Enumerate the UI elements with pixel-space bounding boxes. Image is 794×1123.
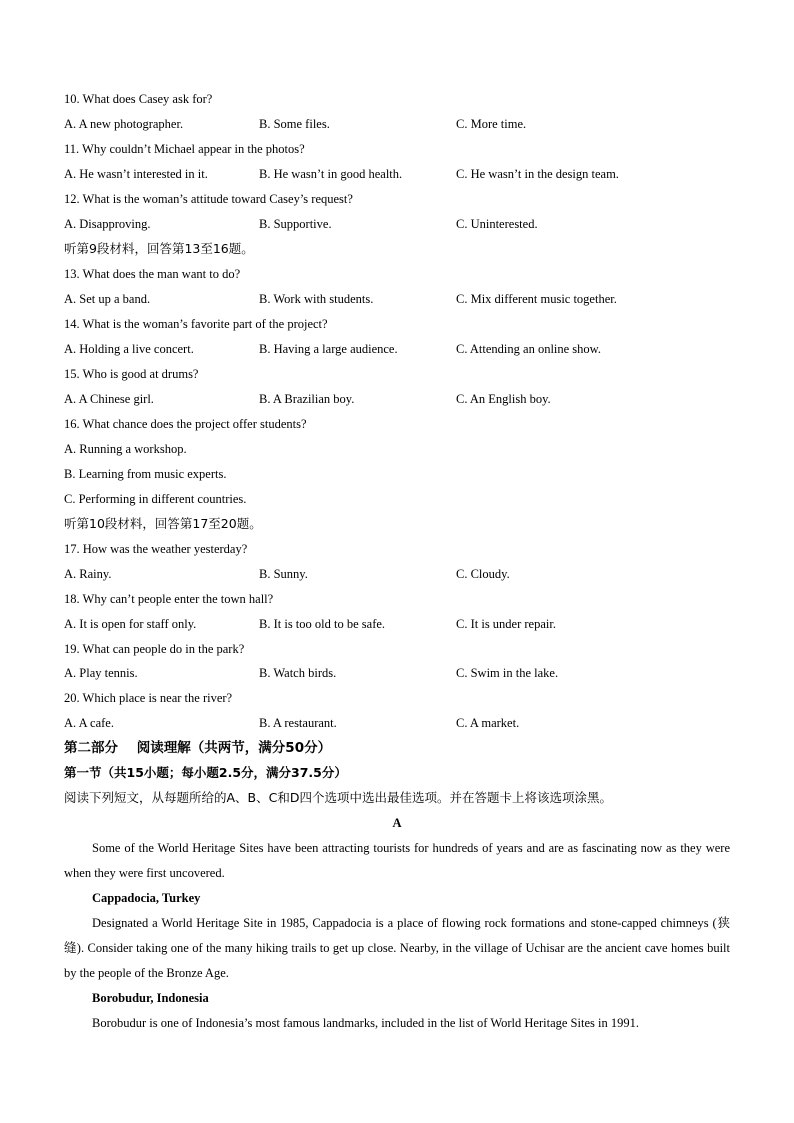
option-b: B. It is too old to be safe. bbox=[259, 617, 386, 631]
option-16-b: B. Learning from music experts. bbox=[64, 467, 227, 481]
question-15: 15. Who is good at drums? bbox=[64, 367, 199, 381]
options-11 bbox=[64, 163, 734, 185]
question-20: 20. Which place is near the river? bbox=[64, 691, 233, 705]
option-a: A. Play tennis. bbox=[64, 666, 138, 680]
question-10: 10. What does Casey ask for? bbox=[64, 92, 213, 106]
options-13 bbox=[64, 288, 734, 310]
question-13: 13. What does the man want to do? bbox=[64, 267, 241, 281]
option-c: C. It is under repair. bbox=[456, 617, 556, 631]
option-c: C. Swim in the lake. bbox=[456, 666, 559, 680]
option-b: B. He wasn’t in good health. bbox=[259, 167, 403, 181]
option-16-c: C. Performing in different countries. bbox=[64, 492, 247, 506]
option-b: B. Work with students. bbox=[259, 292, 374, 306]
option-b: B. A Brazilian boy. bbox=[259, 392, 355, 406]
option-b: B. Some files. bbox=[259, 117, 330, 131]
part-2-title: 第二部分 阅读理解（共两节，满分50分） bbox=[64, 740, 332, 756]
question-16: 16. What chance does the project offer students? bbox=[64, 417, 307, 431]
question-14: 14. What is the woman’s favorite part of the project? bbox=[64, 317, 328, 331]
option-c: C. Attending an online show. bbox=[456, 342, 602, 356]
option-c: C. More time. bbox=[456, 117, 527, 131]
option-c: C. A market. bbox=[456, 716, 520, 730]
option-16-a: A. Running a workshop. bbox=[64, 442, 187, 456]
option-a: A. Rainy. bbox=[64, 567, 112, 581]
site-1-text: Designated a World Heritage Site in 1985, Cappadocia is a place of flowing rock formations and stone-capped chimneys (狭缝). Consider taking one of the many hiking trails to get up close. Nearby, in the village of Uchisar are the ancient cave homes built by the people of the Bronze Age. bbox=[64, 916, 730, 980]
option-c: C. He wasn’t in the design team. bbox=[456, 167, 619, 181]
part-2-instruction: 阅读下列短文，从每题所给的A、B、C和D四个选项中选出最佳选项。并在答题卡上将该选项涂黑。 bbox=[64, 790, 612, 805]
question-19: 19. What can people do in the park? bbox=[64, 642, 245, 656]
question-18: 18. Why can’t people enter the town hall? bbox=[64, 592, 274, 606]
option-a: A. Disapproving. bbox=[64, 217, 151, 231]
option-a: A. A Chinese girl. bbox=[64, 392, 154, 406]
options-12 bbox=[64, 213, 734, 235]
passage-intro: Some of the World Heritage Sites have been attracting tourists for hundreds of years and are as fascinating now as they were when they were first uncovered. bbox=[64, 841, 730, 880]
option-c: C. Mix different music together. bbox=[456, 292, 617, 306]
options-18 bbox=[64, 613, 734, 635]
option-a: A. A cafe. bbox=[64, 716, 114, 730]
question-11: 11. Why couldn’t Michael appear in the photos? bbox=[64, 142, 305, 156]
site-2-text: Borobudur is one of Indonesia’s most famous landmarks, included in the list of World Heritage Sites in 1991. bbox=[92, 1016, 639, 1030]
option-c: C. Cloudy. bbox=[456, 567, 510, 581]
option-a: A. It is open for staff only. bbox=[64, 617, 197, 631]
options-17 bbox=[64, 563, 734, 585]
part-2-subtitle: 第一节（共15小题；每小题2.5分，满分37.5分） bbox=[64, 765, 347, 780]
option-b: B. Sunny. bbox=[259, 567, 308, 581]
options-19 bbox=[64, 662, 734, 684]
question-12: 12. What is the woman’s attitude toward Casey’s request? bbox=[64, 192, 353, 206]
option-a: A. Holding a live concert. bbox=[64, 342, 194, 356]
site-1-heading: Cappadocia, Turkey bbox=[92, 891, 201, 905]
option-a: A. A new photographer. bbox=[64, 117, 184, 131]
option-b: B. A restaurant. bbox=[259, 716, 337, 730]
section-10-instruction: 听第10段材料，回答第17至20题。 bbox=[64, 516, 262, 531]
options-20 bbox=[64, 712, 734, 734]
option-b: B. Watch birds. bbox=[259, 666, 337, 680]
question-17: 17. How was the weather yesterday? bbox=[64, 542, 248, 556]
section-9-instruction: 听第9段材料，回答第13至16题。 bbox=[64, 241, 254, 256]
option-a: A. He wasn’t interested in it. bbox=[64, 167, 208, 181]
option-b: B. Having a large audience. bbox=[259, 342, 398, 356]
option-b: B. Supportive. bbox=[259, 217, 332, 231]
options-10 bbox=[64, 113, 734, 135]
passage-label: A bbox=[392, 816, 402, 830]
option-c: C. Uninterested. bbox=[456, 217, 538, 231]
options-15 bbox=[64, 388, 734, 410]
option-a: A. Set up a band. bbox=[64, 292, 151, 306]
options-14 bbox=[64, 338, 734, 360]
option-c: C. An English boy. bbox=[456, 392, 551, 406]
site-2-heading: Borobudur, Indonesia bbox=[92, 991, 209, 1005]
